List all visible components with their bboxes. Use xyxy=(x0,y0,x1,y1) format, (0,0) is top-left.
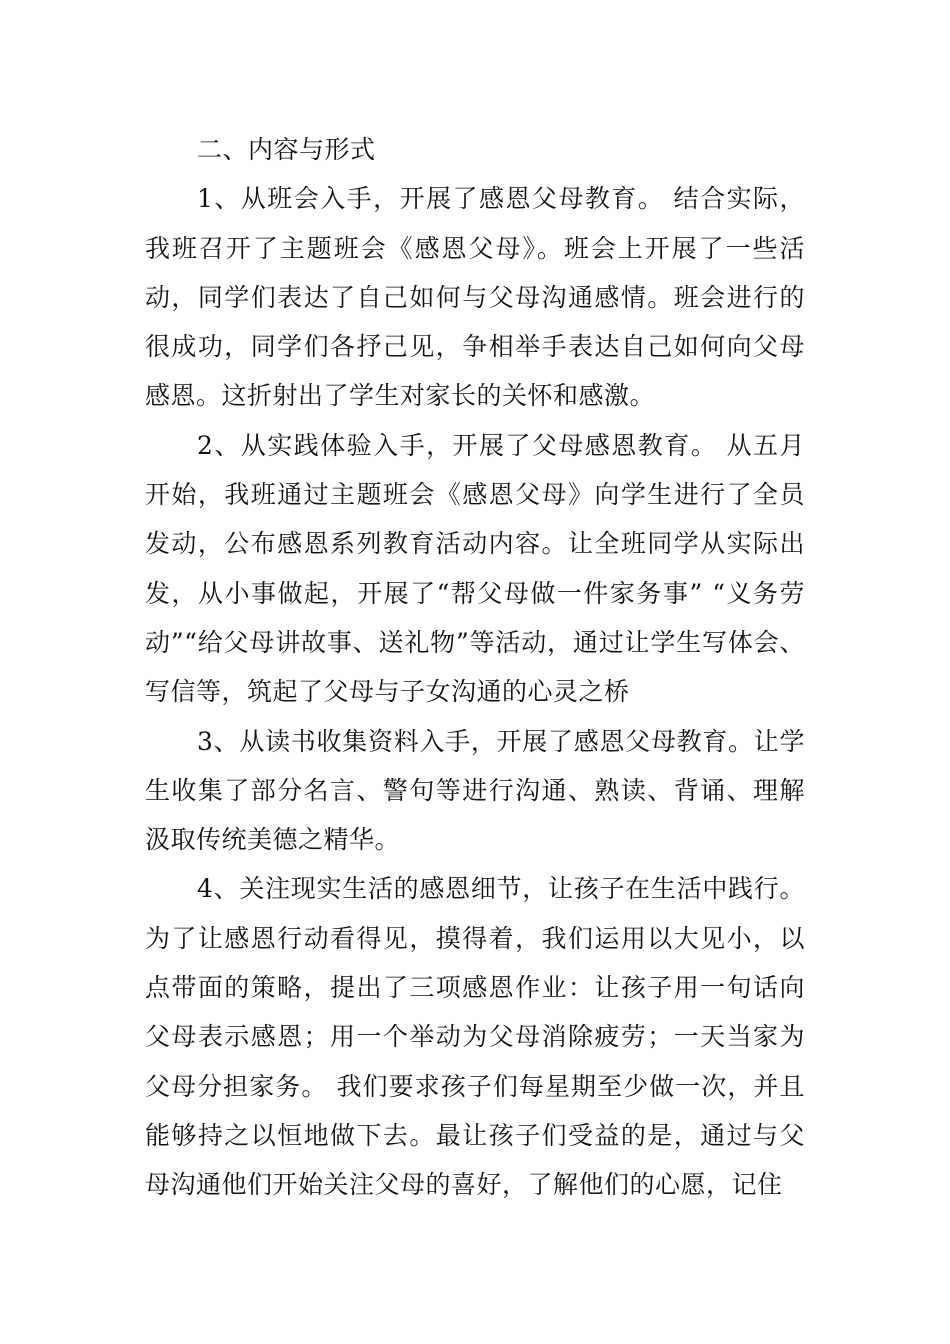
paragraph-2: 2、从实践体验入手，开展了父母感恩教育。 从五月开始，我班通过主题班会《感恩父母》向学生进行了全员发动，公布感恩系列教育活动内容。让全班同学从实际出发，从小事做起，开展了“帮父母做一件家务事” “义务劳动”“给父母讲故事、送礼物”等活动，通过让学生写体会、写信等，筑起了父母与子女沟通的心灵之桥 xyxy=(145,430,805,707)
paragraph-4: 4、关注现实生活的感恩细节，让孩子在生活中践行。为了让感恩行动看得见，摸得着，我们运用以大见小，以点带面的策略，提出了三项感恩作业：让孩子用一句话向父母表示感恩；用一个举动为父母消除疲劳；一天当家为父母分担家务。 我们要求孩子们每星期至少做一次，并且能够持之以恒地做下去。最让孩子们受益的是，通过与父母沟通他们开始关注父母的喜好，了解他们的心愿，记住 xyxy=(145,874,805,1200)
section-heading: 二、内容与形式 xyxy=(197,135,376,164)
paragraph-3: 3、从读书收集资料入手，开展了感恩父母教育。让学生收集了部分名言、警句等进行沟通、熟读、背诵、理解汲取传统美德之精华。 xyxy=(145,726,805,855)
paragraph-1: 1、从班会入手，开展了感恩父母教育。 结合实际，我班召开了主题班会《感恩父母》。班会上开展了一些活动，同学们表达了自己如何与父母沟通感情。班会进行的很成功，同学们各抒己见，争相举手表达自己如何向父母感恩。这折射出了学生对家长的关怀和感激。 xyxy=(145,184,805,411)
document-body xyxy=(145,125,805,1210)
